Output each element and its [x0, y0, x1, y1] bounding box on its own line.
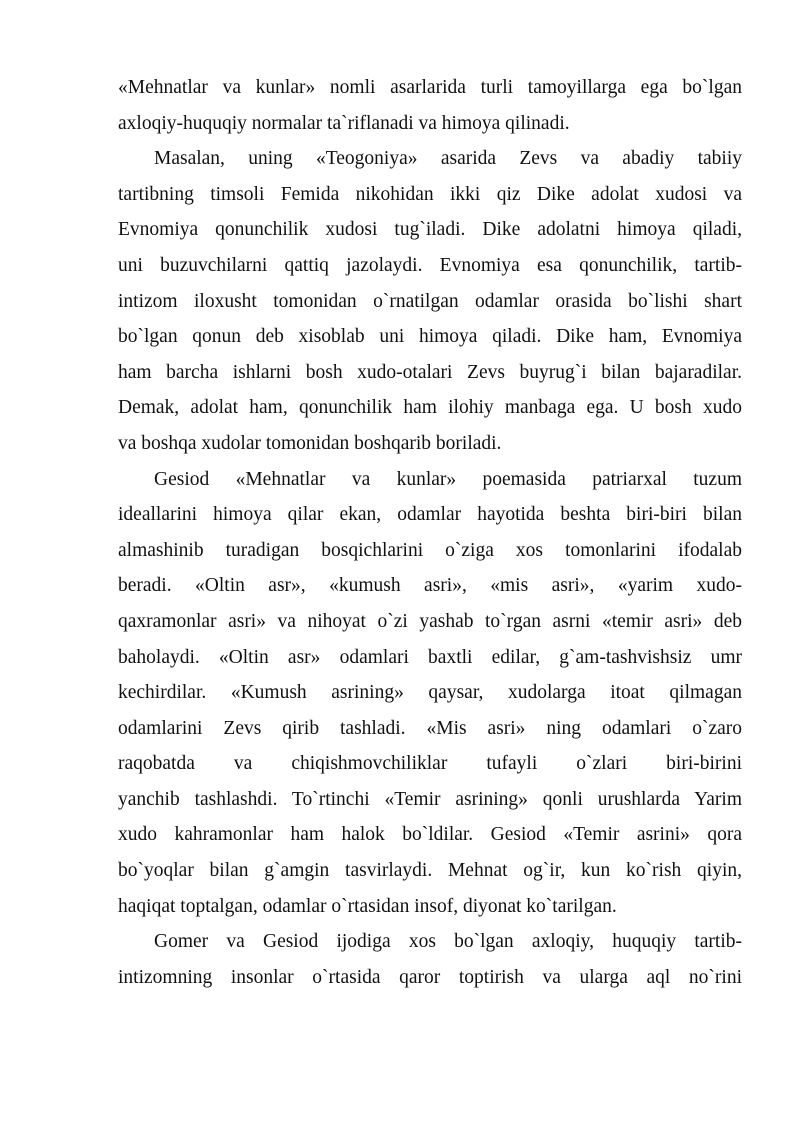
text-line: Demak, adolat ham, qonunchilik ham ilohiy manbaga ega. U bosh xudo [118, 397, 742, 419]
text-line: uni buzuvchilarni qattiq jazolaydi. Evnomiya esa qonunchilik, tartib- [118, 254, 742, 276]
text-line: ham barcha ishlarni bosh xudo-otalari Zevs buyrug`i bilan bajaradilar. [118, 361, 742, 383]
text-line: raqobatda va chiqishmovchiliklar tufayli o`zlari biri-birini [118, 753, 742, 775]
text-line: ideallarini himoya qilar ekan, odamlar hayotida beshta biri-biri bilan [118, 504, 742, 526]
text-line: Gomer va Gesiod ijodiga xos bo`lgan axloqiy, huquqiy tartib- [154, 931, 742, 953]
text-line: Evnomiya qonunchilik xudosi tug`iladi. Dike adolatni himoya qiladi, [118, 219, 742, 241]
text-line: almashinib turadigan bosqichlarini o`ziga xos tomonlarini ifodalab [118, 539, 742, 561]
paragraph-intro [118, 70, 742, 141]
text-line: intizom iloxusht tomonidan o`rnatilgan odamlar orasida bo`lishi shart [118, 290, 742, 312]
text-line: intizomning insonlar o`rtasida qaror toptirish va ularga aql no`rini [118, 966, 742, 988]
paragraph-teogoniya [118, 141, 742, 461]
text-line: kechirdilar. «Kumush asrining» qaysar, xudolarga itoat qilmagan [118, 682, 742, 704]
text-line: haqiqat toptalgan, odamlar o`rtasidan insof, diyonat ko`tarilgan. [118, 895, 617, 917]
text-line: bo`yoqlar bilan g`amgin tasvirlaydi. Mehnat og`ir, kun ko`rish qiyin, [118, 860, 742, 882]
text-line: beradi. «Oltin asr», «kumush asri», «mis asri», «yarim xudo- [118, 575, 742, 597]
text-line: axloqiy-huquqiy normalar ta`riflanadi va himoya qilinadi. [118, 112, 570, 134]
paragraph-gomer-gesiod [118, 924, 742, 995]
document-page [118, 70, 742, 995]
text-line: «Mehnatlar va kunlar» nomli asarlarida turli tamoyillarga ega bo`lgan [118, 77, 742, 98]
text-line: bo`lgan qonun deb xisoblab uni himoya qiladi. Dike ham, Evnomiya [118, 326, 742, 348]
text-line: xudo kahramonlar ham halok bo`ldilar. Gesiod «Temir asrini» qora [118, 824, 742, 846]
text-line: Gesiod «Mehnatlar va kunlar» poemasida patriarxal tuzum [154, 468, 742, 490]
text-line: tartibning timsoli Femida nikohidan ikki qiz Dike adolat xudosi va [118, 183, 742, 205]
paragraph-five-ages [118, 462, 742, 925]
text-line: yanchib tashlashdi. To`rtinchi «Temir asrining» qonli urushlarda Yarim [118, 788, 742, 810]
text-line: baholaydi. «Oltin asr» odamlari baxtli edilar, g`am-tashvishsiz umr [118, 646, 742, 668]
text-line: odamlarini Zevs qirib tashladi. «Mis asri» ning odamlari o`zaro [118, 717, 742, 739]
text-line: Masalan, uning «Teogoniya» asarida Zevs va abadiy tabiiy [154, 148, 742, 170]
text-line: va boshqa xudolar tomonidan boshqarib boriladi. [118, 432, 502, 454]
text-line: qaxramonlar asri» va nihoyat o`zi yashab to`rgan asrni «temir asri» deb [118, 610, 742, 632]
